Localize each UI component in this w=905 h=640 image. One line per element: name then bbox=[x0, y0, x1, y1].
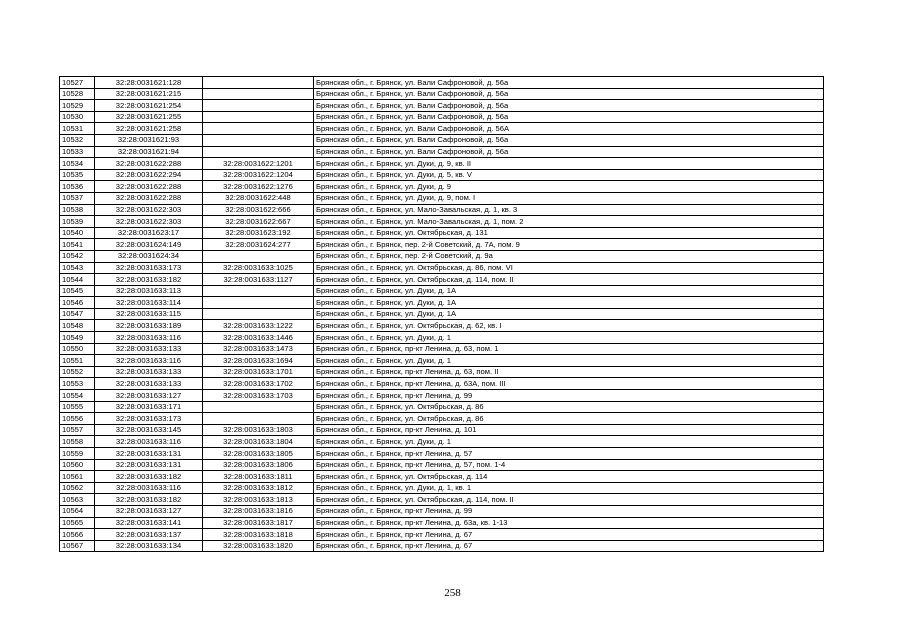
table-row bbox=[60, 378, 824, 390]
sub-cadastral-number-cell: 32:28:0031633:1803 bbox=[203, 424, 314, 436]
table-row bbox=[60, 355, 824, 367]
table-row bbox=[60, 169, 824, 181]
row-number-cell: 10534 bbox=[60, 158, 95, 170]
address-cell: Брянская обл., г. Брянск, пр-кт Ленина, д. 63а, кв. 1-13 bbox=[314, 517, 824, 529]
cadastral-number-cell: 32:28:0031633:127 bbox=[95, 390, 203, 402]
row-number-cell: 10532 bbox=[60, 134, 95, 146]
address-cell: Брянская обл., г. Брянск, ул. Дуки, д. 1 bbox=[314, 332, 824, 344]
table-row bbox=[60, 239, 824, 251]
sub-cadastral-number-cell bbox=[203, 250, 314, 262]
row-number-cell: 10549 bbox=[60, 332, 95, 344]
table-row bbox=[60, 320, 824, 332]
row-number-cell: 10544 bbox=[60, 274, 95, 286]
table-row bbox=[60, 216, 824, 228]
sub-cadastral-number-cell bbox=[203, 146, 314, 158]
table-row bbox=[60, 540, 824, 552]
address-cell: Брянская обл., г. Брянск, пр-кт Ленина, д. 67 bbox=[314, 540, 824, 552]
cadastral-number-cell: 32:28:0031621:255 bbox=[95, 111, 203, 123]
table-row bbox=[60, 227, 824, 239]
cadastral-number-cell: 32:28:0031633:145 bbox=[95, 424, 203, 436]
cadastral-number-cell: 32:28:0031633:133 bbox=[95, 343, 203, 355]
sub-cadastral-number-cell: 32:28:0031633:1025 bbox=[203, 262, 314, 274]
cadastral-number-cell: 32:28:0031633:182 bbox=[95, 471, 203, 483]
sub-cadastral-number-cell: 32:28:0031633:1818 bbox=[203, 529, 314, 541]
address-cell: Брянская обл., г. Брянск, ул. Дуки, д. 1А bbox=[314, 308, 824, 320]
row-number-cell: 10550 bbox=[60, 343, 95, 355]
row-number-cell: 10564 bbox=[60, 505, 95, 517]
cadastral-number-cell: 32:28:0031633:173 bbox=[95, 413, 203, 425]
address-cell: Брянская обл., г. Брянск, пр-кт Ленина, д. 63, пом. II bbox=[314, 366, 824, 378]
cadastral-number-cell: 32:28:0031633:113 bbox=[95, 285, 203, 297]
address-cell: Брянская обл., г. Брянск, ул. Дуки, д. 1 bbox=[314, 355, 824, 367]
row-number-cell: 10541 bbox=[60, 239, 95, 251]
cadastral-number-cell: 32:28:0031633:116 bbox=[95, 482, 203, 494]
address-cell: Брянская обл., г. Брянск, ул. Октябрьская, д. 86, пом. VI bbox=[314, 262, 824, 274]
row-number-cell: 10533 bbox=[60, 146, 95, 158]
cadastral-number-cell: 32:28:0031633:134 bbox=[95, 540, 203, 552]
cadastral-number-cell: 32:28:0031633:116 bbox=[95, 436, 203, 448]
cadastral-number-cell: 32:28:0031633:141 bbox=[95, 517, 203, 529]
sub-cadastral-number-cell bbox=[203, 308, 314, 320]
row-number-cell: 10561 bbox=[60, 471, 95, 483]
cadastral-number-cell: 32:28:0031633:115 bbox=[95, 308, 203, 320]
row-number-cell: 10546 bbox=[60, 297, 95, 309]
sub-cadastral-number-cell: 32:28:0031633:1446 bbox=[203, 332, 314, 344]
sub-cadastral-number-cell: 32:28:0031633:1702 bbox=[203, 378, 314, 390]
sub-cadastral-number-cell: 32:28:0031633:1817 bbox=[203, 517, 314, 529]
sub-cadastral-number-cell bbox=[203, 77, 314, 89]
cadastral-number-cell: 32:28:0031624:34 bbox=[95, 250, 203, 262]
row-number-cell: 10545 bbox=[60, 285, 95, 297]
sub-cadastral-number-cell: 32:28:0031633:1703 bbox=[203, 390, 314, 402]
cadastral-number-cell: 32:28:0031633:137 bbox=[95, 529, 203, 541]
address-cell: Брянская обл., г. Брянск, пр-кт Ленина, д. 63А, пом. III bbox=[314, 378, 824, 390]
address-cell: Брянская обл., г. Брянск, ул. Дуки, д. 1А bbox=[314, 297, 824, 309]
cadastral-number-cell: 32:28:0031621:258 bbox=[95, 123, 203, 135]
cadastral-number-cell: 32:28:0031633:171 bbox=[95, 401, 203, 413]
table-row bbox=[60, 517, 824, 529]
address-cell: Брянская обл., г. Брянск, пер. 2-й Советский, д. 9а bbox=[314, 250, 824, 262]
address-cell: Брянская обл., г. Брянск, ул. Дуки, д. 9, кв. II bbox=[314, 158, 824, 170]
table-row bbox=[60, 529, 824, 541]
table-row bbox=[60, 308, 824, 320]
cadastral-number-cell: 32:28:0031633:182 bbox=[95, 274, 203, 286]
address-cell: Брянская обл., г. Брянск, пр-кт Ленина, д. 57, пом. 1-4 bbox=[314, 459, 824, 471]
table-row bbox=[60, 494, 824, 506]
row-number-cell: 10566 bbox=[60, 529, 95, 541]
sub-cadastral-number-cell: 32:28:0031622:1276 bbox=[203, 181, 314, 193]
table-row bbox=[60, 401, 824, 413]
cadastral-number-cell: 32:28:0031623:17 bbox=[95, 227, 203, 239]
sub-cadastral-number-cell: 32:28:0031633:1813 bbox=[203, 494, 314, 506]
address-cell: Брянская обл., г. Брянск, пр-кт Ленина, д. 67 bbox=[314, 529, 824, 541]
sub-cadastral-number-cell: 32:28:0031622:1204 bbox=[203, 169, 314, 181]
sub-cadastral-number-cell bbox=[203, 285, 314, 297]
sub-cadastral-number-cell bbox=[203, 111, 314, 123]
address-cell: Брянская обл., г. Брянск, пер. 2-й Советский, д. 7А, пом. 9 bbox=[314, 239, 824, 251]
row-number-cell: 10527 bbox=[60, 77, 95, 89]
table-row bbox=[60, 413, 824, 425]
table-row bbox=[60, 390, 824, 402]
address-cell: Брянская обл., г. Брянск, ул. Вали Сафроновой, д. 56а bbox=[314, 111, 824, 123]
address-cell: Брянская обл., г. Брянск, ул. Дуки, д. 5, кв. V bbox=[314, 169, 824, 181]
cadastral-number-cell: 32:28:0031633:133 bbox=[95, 378, 203, 390]
row-number-cell: 10552 bbox=[60, 366, 95, 378]
address-cell: Брянская обл., г. Брянск, ул. Октябрьская, д. 86 bbox=[314, 401, 824, 413]
address-cell: Брянская обл., г. Брянск, ул. Вали Сафроновой, д. 56а bbox=[314, 146, 824, 158]
table-row bbox=[60, 123, 824, 135]
address-cell: Брянская обл., г. Брянск, пр-кт Ленина, д. 101 bbox=[314, 424, 824, 436]
row-number-cell: 10528 bbox=[60, 88, 95, 100]
row-number-cell: 10547 bbox=[60, 308, 95, 320]
table-row bbox=[60, 181, 824, 193]
sub-cadastral-number-cell bbox=[203, 134, 314, 146]
sub-cadastral-number-cell: 32:28:0031623:192 bbox=[203, 227, 314, 239]
table-row bbox=[60, 111, 824, 123]
row-number-cell: 10554 bbox=[60, 390, 95, 402]
table-row bbox=[60, 192, 824, 204]
sub-cadastral-number-cell: 32:28:0031633:1816 bbox=[203, 505, 314, 517]
row-number-cell: 10548 bbox=[60, 320, 95, 332]
sub-cadastral-number-cell: 32:28:0031633:1805 bbox=[203, 448, 314, 460]
row-number-cell: 10538 bbox=[60, 204, 95, 216]
sub-cadastral-number-cell bbox=[203, 413, 314, 425]
row-number-cell: 10555 bbox=[60, 401, 95, 413]
row-number-cell: 10543 bbox=[60, 262, 95, 274]
address-cell: Брянская обл., г. Брянск, ул. Октябрьская, д. 114, пом. II bbox=[314, 274, 824, 286]
cadastral-number-cell: 32:28:0031621:128 bbox=[95, 77, 203, 89]
sub-cadastral-number-cell: 32:28:0031633:1820 bbox=[203, 540, 314, 552]
address-cell: Брянская обл., г. Брянск, ул. Дуки, д. 1 bbox=[314, 436, 824, 448]
address-cell: Брянская обл., г. Брянск, ул. Октябрьская, д. 114 bbox=[314, 471, 824, 483]
row-number-cell: 10562 bbox=[60, 482, 95, 494]
sub-cadastral-number-cell: 32:28:0031624:277 bbox=[203, 239, 314, 251]
row-number-cell: 10539 bbox=[60, 216, 95, 228]
sub-cadastral-number-cell: 32:28:0031633:1127 bbox=[203, 274, 314, 286]
address-cell: Брянская обл., г. Брянск, пр-кт Ленина, д. 99 bbox=[314, 505, 824, 517]
row-number-cell: 10551 bbox=[60, 355, 95, 367]
table-row bbox=[60, 424, 824, 436]
cadastral-number-cell: 32:28:0031633:189 bbox=[95, 320, 203, 332]
row-number-cell: 10567 bbox=[60, 540, 95, 552]
table-row bbox=[60, 436, 824, 448]
sub-cadastral-number-cell: 32:28:0031622:667 bbox=[203, 216, 314, 228]
row-number-cell: 10529 bbox=[60, 100, 95, 112]
cadastral-number-cell: 32:28:0031633:127 bbox=[95, 505, 203, 517]
table-row bbox=[60, 482, 824, 494]
table-row bbox=[60, 297, 824, 309]
address-cell: Брянская обл., г. Брянск, пр-кт Ленина, д. 99 bbox=[314, 390, 824, 402]
row-number-cell: 10536 bbox=[60, 181, 95, 193]
cadastral-number-cell: 32:28:0031633:182 bbox=[95, 494, 203, 506]
cadastral-number-cell: 32:28:0031622:303 bbox=[95, 204, 203, 216]
table-row bbox=[60, 77, 824, 89]
address-cell: Брянская обл., г. Брянск, ул. Октябрьская, д. 62, кв. I bbox=[314, 320, 824, 332]
sub-cadastral-number-cell bbox=[203, 297, 314, 309]
sub-cadastral-number-cell: 32:28:0031633:1806 bbox=[203, 459, 314, 471]
page-number: 258 bbox=[444, 587, 461, 599]
sub-cadastral-number-cell bbox=[203, 100, 314, 112]
row-number-cell: 10530 bbox=[60, 111, 95, 123]
sub-cadastral-number-cell: 32:28:0031622:1201 bbox=[203, 158, 314, 170]
table-row bbox=[60, 262, 824, 274]
table-row bbox=[60, 134, 824, 146]
cadastral-number-cell: 32:28:0031621:94 bbox=[95, 146, 203, 158]
registry-table bbox=[59, 76, 824, 552]
table-row bbox=[60, 250, 824, 262]
sub-cadastral-number-cell: 32:28:0031633:1812 bbox=[203, 482, 314, 494]
row-number-cell: 10535 bbox=[60, 169, 95, 181]
cadastral-number-cell: 32:28:0031621:254 bbox=[95, 100, 203, 112]
sub-cadastral-number-cell: 32:28:0031633:1701 bbox=[203, 366, 314, 378]
address-cell: Брянская обл., г. Брянск, ул. Мало-Завальская, д. 1, пом. 2 bbox=[314, 216, 824, 228]
row-number-cell: 10559 bbox=[60, 448, 95, 460]
row-number-cell: 10560 bbox=[60, 459, 95, 471]
cadastral-number-cell: 32:28:0031621:215 bbox=[95, 88, 203, 100]
row-number-cell: 10565 bbox=[60, 517, 95, 529]
row-number-cell: 10556 bbox=[60, 413, 95, 425]
cadastral-number-cell: 32:28:0031633:173 bbox=[95, 262, 203, 274]
table-row bbox=[60, 505, 824, 517]
row-number-cell: 10553 bbox=[60, 378, 95, 390]
cadastral-number-cell: 32:28:0031622:288 bbox=[95, 181, 203, 193]
table-row bbox=[60, 285, 824, 297]
sub-cadastral-number-cell bbox=[203, 401, 314, 413]
address-cell: Брянская обл., г. Брянск, ул. Вали Сафроновой, д. 56а bbox=[314, 77, 824, 89]
cadastral-number-cell: 32:28:0031633:131 bbox=[95, 459, 203, 471]
table-row bbox=[60, 88, 824, 100]
address-cell: Брянская обл., г. Брянск, ул. Дуки, д. 9 bbox=[314, 181, 824, 193]
table-row bbox=[60, 343, 824, 355]
table-row bbox=[60, 366, 824, 378]
address-cell: Брянская обл., г. Брянск, ул. Вали Сафроновой, д. 56А bbox=[314, 123, 824, 135]
sub-cadastral-number-cell: 32:28:0031633:1811 bbox=[203, 471, 314, 483]
cadastral-number-cell: 32:28:0031633:116 bbox=[95, 355, 203, 367]
cadastral-number-cell: 32:28:0031624:149 bbox=[95, 239, 203, 251]
table-row bbox=[60, 459, 824, 471]
cadastral-number-cell: 32:28:0031633:116 bbox=[95, 332, 203, 344]
address-cell: Брянская обл., г. Брянск, ул. Октябрьская, д. 86 bbox=[314, 413, 824, 425]
address-cell: Брянская обл., г. Брянск, ул. Вали Сафроновой, д. 56а bbox=[314, 100, 824, 112]
address-cell: Брянская обл., г. Брянск, ул. Вали Сафроновой, д. 56а bbox=[314, 88, 824, 100]
address-cell: Брянская обл., г. Брянск, ул. Дуки, д. 9, пом. I bbox=[314, 192, 824, 204]
address-cell: Брянская обл., г. Брянск, ул. Дуки, д. 1, кв. 1 bbox=[314, 482, 824, 494]
cadastral-number-cell: 32:28:0031622:294 bbox=[95, 169, 203, 181]
table-row bbox=[60, 471, 824, 483]
sub-cadastral-number-cell bbox=[203, 88, 314, 100]
table-row bbox=[60, 204, 824, 216]
registry-table-body bbox=[60, 77, 824, 552]
cadastral-number-cell: 32:28:0031622:288 bbox=[95, 192, 203, 204]
address-cell: Брянская обл., г. Брянск, ул. Октябрьская, д. 114, пом. II bbox=[314, 494, 824, 506]
sub-cadastral-number-cell: 32:28:0031622:448 bbox=[203, 192, 314, 204]
row-number-cell: 10540 bbox=[60, 227, 95, 239]
row-number-cell: 10542 bbox=[60, 250, 95, 262]
row-number-cell: 10563 bbox=[60, 494, 95, 506]
row-number-cell: 10558 bbox=[60, 436, 95, 448]
sub-cadastral-number-cell: 32:28:0031633:1222 bbox=[203, 320, 314, 332]
table-row bbox=[60, 332, 824, 344]
sub-cadastral-number-cell: 32:28:0031633:1473 bbox=[203, 343, 314, 355]
row-number-cell: 10531 bbox=[60, 123, 95, 135]
address-cell: Брянская обл., г. Брянск, ул. Вали Сафроновой, д. 56а bbox=[314, 134, 824, 146]
table-row bbox=[60, 100, 824, 112]
table-row bbox=[60, 274, 824, 286]
sub-cadastral-number-cell: 32:28:0031633:1694 bbox=[203, 355, 314, 367]
sub-cadastral-number-cell: 32:28:0031633:1804 bbox=[203, 436, 314, 448]
cadastral-number-cell: 32:28:0031622:288 bbox=[95, 158, 203, 170]
row-number-cell: 10557 bbox=[60, 424, 95, 436]
cadastral-number-cell: 32:28:0031633:133 bbox=[95, 366, 203, 378]
table-row bbox=[60, 448, 824, 460]
address-cell: Брянская обл., г. Брянск, пр-кт Ленина, д. 57 bbox=[314, 448, 824, 460]
sub-cadastral-number-cell bbox=[203, 123, 314, 135]
cadastral-number-cell: 32:28:0031633:114 bbox=[95, 297, 203, 309]
table-row bbox=[60, 158, 824, 170]
table-row bbox=[60, 146, 824, 158]
address-cell: Брянская обл., г. Брянск, ул. Мало-Завальская, д. 1, кв. 3 bbox=[314, 204, 824, 216]
row-number-cell: 10537 bbox=[60, 192, 95, 204]
cadastral-number-cell: 32:28:0031621:93 bbox=[95, 134, 203, 146]
sub-cadastral-number-cell: 32:28:0031622:666 bbox=[203, 204, 314, 216]
address-cell: Брянская обл., г. Брянск, пр-кт Ленина, д. 63, пом. 1 bbox=[314, 343, 824, 355]
address-cell: Брянская обл., г. Брянск, ул. Дуки, д. 1А bbox=[314, 285, 824, 297]
cadastral-number-cell: 32:28:0031622:303 bbox=[95, 216, 203, 228]
address-cell: Брянская обл., г. Брянск, ул. Октябрьская, д. 131 bbox=[314, 227, 824, 239]
cadastral-number-cell: 32:28:0031633:131 bbox=[95, 448, 203, 460]
